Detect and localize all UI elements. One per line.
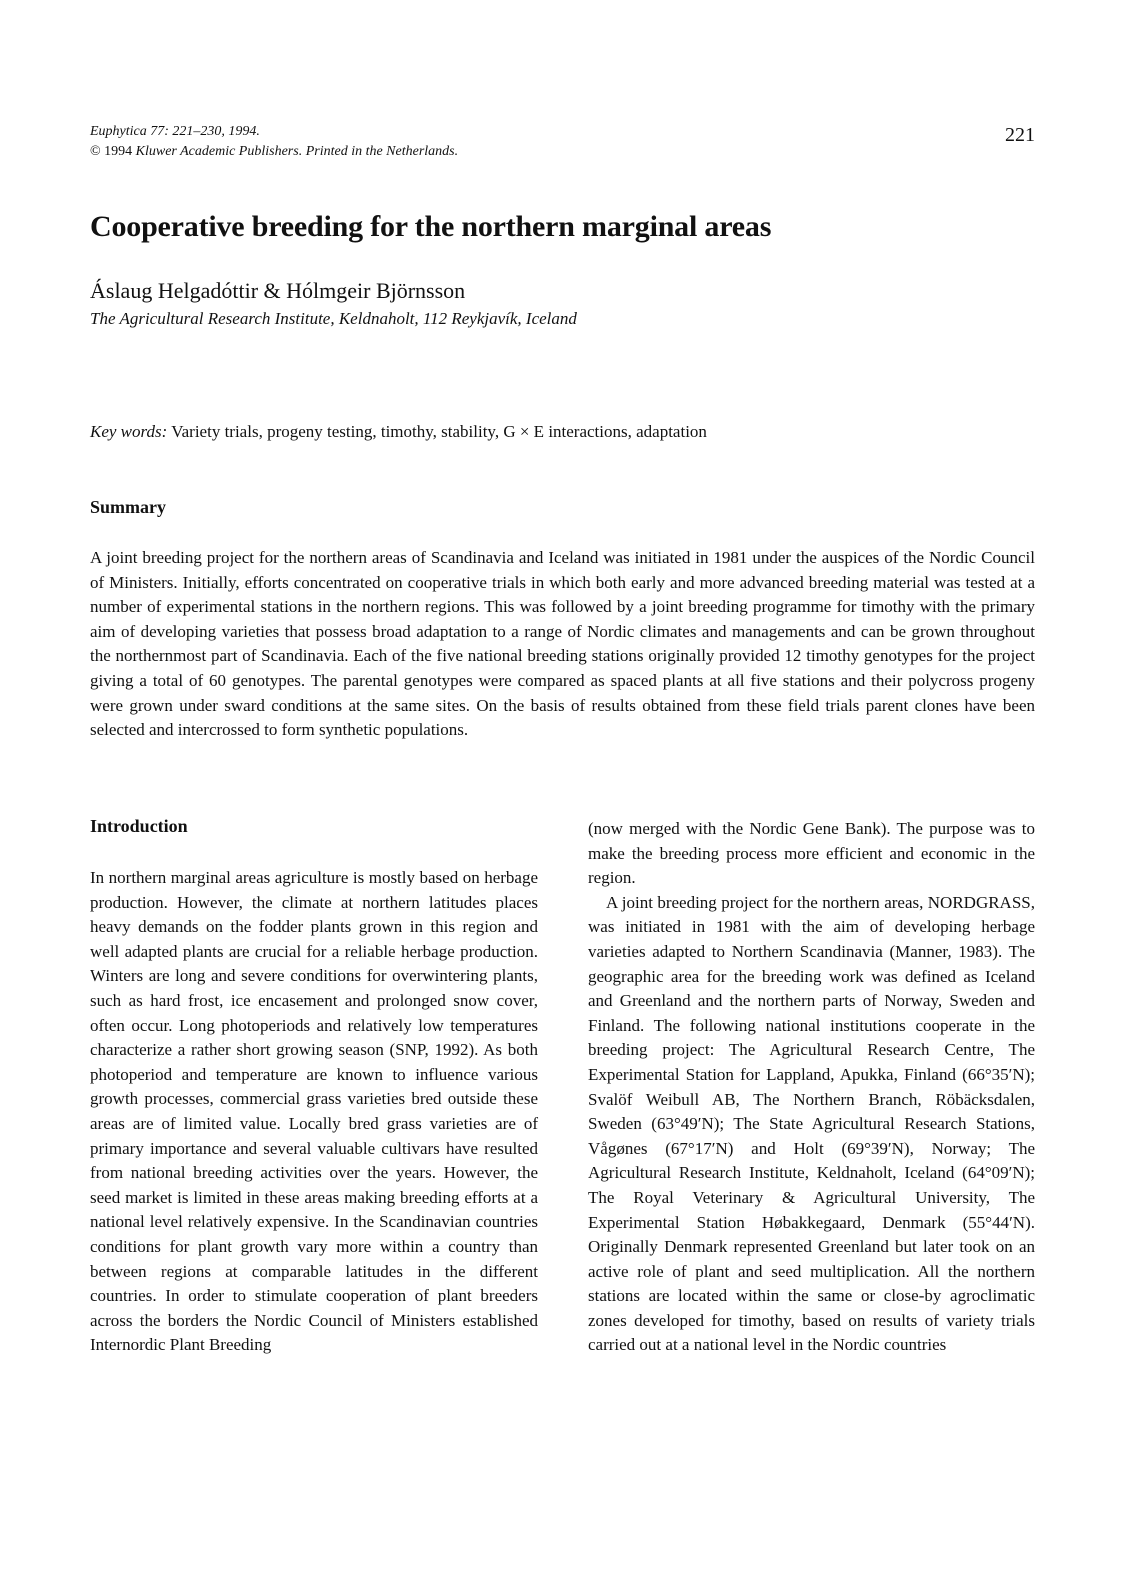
introduction-right-column	[588, 817, 1035, 1358]
copyright-notice	[90, 142, 458, 162]
introduction-paragraph: A joint breeding project for the northern areas, NORDGRASS, was initiated in 1981 with the aim of developing herbage varieties adapted to Northern Scandinavia (Manner, 1983). The geographic area for the breeding work was defined as Iceland and Greenland and the northern parts of Norway, Sweden and Finland. The following national institutions cooperate in the breeding project: The Agricultural Research Centre, The Experimental Station for Lappland, Apukka, Finland (66°35′N); Svalöf Weibull AB, The Northern Branch, Röbäcksdalen, Sweden (63°49′N); The State Agricultural Research Stations, Vågønes (67°17′N) and Holt (69°39′N), Norway; The Agricultural Research Institute, Keldnaholt, Iceland (64°09′N); The Royal Veterinary & Agricultural University, The Experimental Station Høbakkegaard, Denmark (55°44′N). Originally Denmark represented Greenland but later took on an active role of plant and seed multiplication. All the northern stations are located within the same or close-by agroclimatic zones developed for timothy, based on results of variety trials carried out at a national level in the Nordic countries	[588, 892, 1035, 1355]
introduction-paragraph-continued: (now merged with the Nordic Gene Bank). The purpose was to make the breeding process more efficient and economic in the region.	[588, 819, 1035, 888]
summary-paragraph: A joint breeding project for the northern areas of Scandinavia and Iceland was initiated in 1981 under the auspices of the Nordic Council of Ministers. Initially, efforts concentrated on cooperative trials in which both early and more advanced breeding material was tested at a number of experimental stations in the northern regions. This was followed by a joint breeding programme for timothy with the primary aim of developing varieties that possess broad adaptation to a range of Nordic climates and managements and can be grown throughout the northernmost part of Scandinavia. Each of the five national breeding stations originally provided 12 timothy genotypes for the project giving a total of 60 genotypes. The parental genotypes were compared as spaced plants at all five stations and their polycross progeny were grown under sward conditions at the same sites. On the basis of results obtained from these field trials parent clones have been selected and intercrossed to form synthetic populations.	[90, 548, 1035, 740]
summary-heading: Summary	[90, 497, 166, 517]
keywords-text: Variety trials, progeny testing, timothy, stability, G × E interactions, adaptation	[171, 422, 707, 441]
author-list: Áslaug Helgadóttir & Hólmgeir Björnsson	[90, 278, 466, 303]
keywords-line	[90, 422, 707, 442]
article-title: Cooperative breeding for the northern marginal areas	[90, 210, 772, 243]
introduction-heading: Introduction	[90, 816, 188, 836]
introduction-left-column: In northern marginal areas agriculture is mostly based on herbage production. However, the climate at northern latitudes places heavy demands on the fodder plants grown in this region and well adapted plants are crucial for a reliable herbage production. Winters are long and severe conditions for overwintering plants, such as hard frost, ice encasement and prolonged snow cover, often occur. Long photoperiods and relatively low temperatures characterize a rather short growing season (SNP, 1992). As both photoperiod and temperature are known to influence various growth processes, commercial grass varieties bred outside these areas are of limited value. Locally bred grass varieties are of primary importance and several valuable cultivars have resulted from national breeding activities over the years. However, the seed market is limited in these areas making breeding efforts at a national level relatively expensive. In the Scandinavian countries conditions for plant growth vary more within a country than between regions at comparable latitudes in the different countries. In order to stimulate cooperation of plant breeders across the borders the Nordic Council of Ministers established Internordic Plant Breeding	[90, 868, 538, 1355]
journal-reference: Euphytica 77: 221–230, 1994.	[90, 124, 260, 139]
copyright-symbol: ©	[90, 144, 101, 159]
keywords-label: Key words:	[90, 422, 168, 441]
publisher-notice: Kluwer Academic Publishers. Printed in the Netherlands.	[135, 144, 459, 159]
copyright-year: 1994	[104, 144, 133, 159]
running-header	[90, 122, 458, 162]
page-number: 221	[1005, 124, 1035, 146]
author-affiliation: The Agricultural Research Institute, Keldnaholt, 112 Reykjavík, Iceland	[90, 309, 577, 328]
